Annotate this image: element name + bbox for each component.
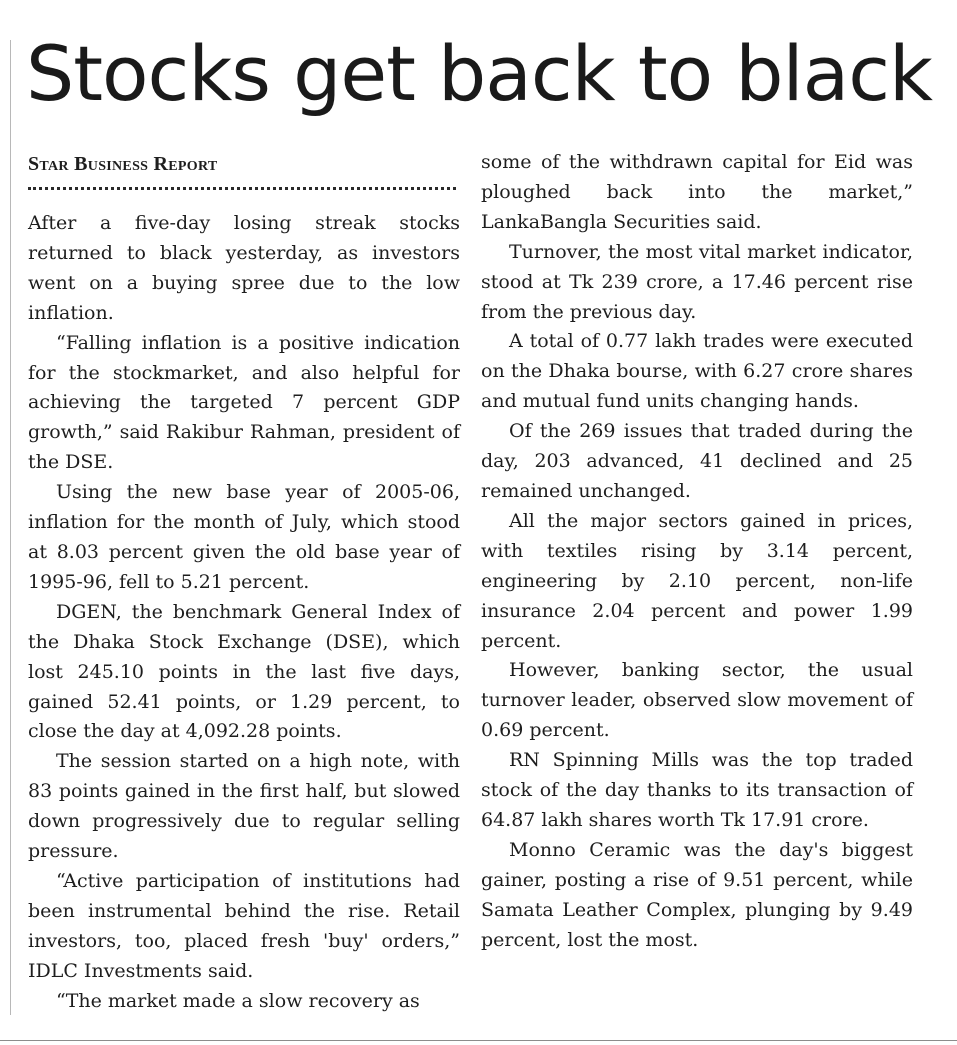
paragraph: However, banking sector, the usual turnover leader, observed slow movement of 0.69 percent. — [481, 659, 913, 742]
headline: Stocks get back to black — [26, 29, 932, 118]
left-column-rule — [10, 40, 11, 1015]
byline: Star Business Report — [28, 153, 218, 175]
paragraph: Turnover, the most vital market indicator, stood at Tk 239 crore, a 17.46 percent rise from the previous day. — [481, 240, 913, 323]
paragraph: All the major sectors gained in prices, with textiles rising by 3.14 percent, engineering by 2.10 percent, non-life insurance 2.04 percent and power 1.99 percent. — [481, 509, 913, 652]
paragraph: Monno Ceramic was the day's biggest gainer, posting a rise of 9.51 percent, while Samata Leather Complex, plunging by 9.49 percent, lost the most. — [481, 838, 913, 951]
article-column-left — [28, 209, 460, 1016]
paragraph: After a five-day losing streak stocks returned to black yesterday, as investors went on a buying spree due to the low inflation. — [28, 212, 460, 324]
paragraph: “The market made a slow recovery as — [56, 989, 420, 1012]
paragraph: RN Spinning Mills was the top traded stock of the day thanks to its transaction of 64.87 lakh shares worth Tk 17.91 crore. — [481, 749, 913, 831]
paragraph: DGEN, the benchmark General Index of the Dhaka Stock Exchange (DSE), which lost 245.10 points in the last five days, gained 52.41 points, or 1.29 percent, to close the day at 4,092.28 points. — [28, 600, 460, 743]
paragraph: Of the 269 issues that traded during the day, 203 advanced, 41 declined and 25 remained unchanged. — [481, 420, 913, 502]
paragraph: Using the new base year of 2005-06, inflation for the month of July, which stood at 8.03 percent given the old base year of 1995-96, fell to 5.21 percent. — [28, 481, 460, 593]
paragraph: “Active participation of institutions had been instrumental behind the rise. Retail investors, too, placed fresh 'buy' orders,” IDLC Investments said. — [28, 869, 460, 982]
bottom-rule — [0, 1040, 957, 1041]
paragraph: A total of 0.77 lakh trades were executed on the Dhaka bourse, with 6.27 crore shares and mutual fund units changing hands. — [481, 330, 913, 413]
byline-divider — [28, 187, 456, 190]
paragraph: “Falling inflation is a positive indication for the stockmarket, and also helpful for achieving the targeted 7 percent GDP growth,” said Rakibur Rahman, president of the DSE. — [28, 331, 460, 474]
paragraph: The session started on a high note, with 83 points gained in the first half, but slowed down progressively due to regular selling pressure. — [28, 750, 460, 863]
article-column-right — [481, 148, 913, 955]
paragraph: some of the withdrawn capital for Eid was ploughed back into the market,” LankaBangla Securities said. — [481, 151, 913, 233]
